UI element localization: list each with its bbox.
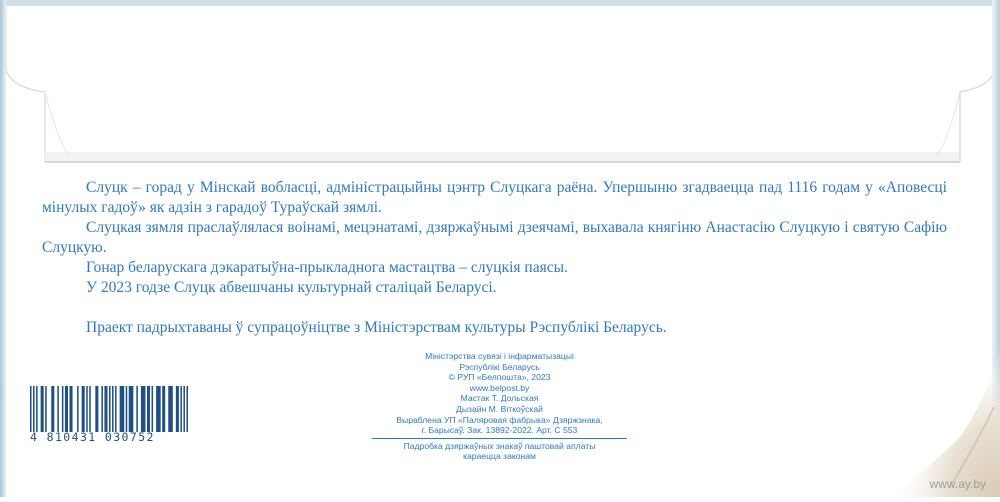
barcode-bar — [77, 386, 79, 432]
barcode-bar — [36, 386, 38, 432]
barcode-bar — [33, 386, 35, 432]
corner-illustration — [890, 347, 1000, 497]
imprint-warning: Падробка дзяржаўных знакаў паштовай аплаты — [403, 440, 596, 451]
barcode-bar — [168, 386, 173, 432]
imprint-website: www.belpost.by — [469, 382, 530, 393]
imprint-order: г. Барысаў. Зак. 13892-2022. Арт. С 553 — [421, 425, 578, 436]
barcode-bar — [180, 386, 182, 432]
envelope-flap — [0, 0, 1000, 165]
barcode-bar — [115, 386, 117, 432]
barcode-bar — [136, 386, 138, 432]
barcode-bar — [112, 386, 114, 432]
barcode-bar — [95, 386, 98, 432]
paragraph-capital: У 2023 годзе Слуцк абвешчаны культурнай сталіцай Беларусі. — [86, 279, 497, 296]
paragraph-project: Праект падрыхтаваны ў супрацоўніцтве з Міністэрствам культуры Рэспублікі Беларусь. — [86, 319, 667, 336]
barcode-bar — [89, 386, 91, 432]
barcode-bar — [65, 386, 68, 432]
barcode-bar — [45, 386, 47, 432]
paragraph-notables: Слуцкая зямля праслаўлялася воінамі, мецэнатамі, дзяржаўнымі дзеячамі, выхавала княгіню Анастасію Слуцкую і святую Сафію Слуцкую. — [42, 219, 947, 256]
barcode-bar — [41, 386, 44, 432]
left-edge-art — [0, 0, 6, 497]
imprint-law: караецца законам — [463, 451, 536, 462]
imprint-republic: Рэспублікі Беларусь — [459, 361, 540, 372]
imprint-ministry: Міністэрства сувязі і інфарматызацыі — [425, 351, 574, 361]
barcode-bar — [30, 386, 32, 432]
barcode-bar — [62, 386, 64, 432]
barcode-bar — [86, 386, 88, 432]
barcode-bar — [183, 386, 185, 432]
barcode-bar — [141, 386, 146, 432]
barcode-bars — [30, 386, 188, 432]
barcode-bar — [82, 386, 85, 432]
barcode-bar — [152, 386, 154, 432]
barcode — [30, 386, 188, 442]
watermark-text: www.ay.by — [929, 477, 986, 491]
barcode-bar — [147, 386, 150, 432]
barcode-bar — [186, 386, 188, 432]
imprint-producer: Выраблена УП «Паляровая фабрыка» Дзяржзнака, — [396, 414, 603, 425]
imprint-artist: Мастак Т. Дольская — [460, 393, 539, 404]
barcode-bar — [104, 386, 107, 432]
barcode-bar — [156, 386, 161, 432]
imprint-copyright: © РУП «Белпошта», 2023 — [448, 372, 551, 383]
barcode-bar — [109, 386, 111, 432]
barcode-number: 4 810431 030752 — [30, 430, 155, 444]
barcode-bar — [57, 386, 59, 432]
publisher-imprint — [372, 351, 627, 462]
barcode-bar — [126, 386, 128, 432]
barcode-bar — [51, 386, 54, 432]
barcode-bar — [120, 386, 125, 432]
description-text — [42, 178, 947, 338]
imprint-design: Дызайн М. Віткоўскай — [456, 403, 543, 414]
paragraph-belts: Гонар беларускага дэкаратыўна-прыкладнога мастацтва – слуцкія паясы. — [86, 259, 568, 276]
barcode-bar — [176, 386, 179, 432]
barcode-bar — [101, 386, 103, 432]
imprint-divider — [372, 438, 627, 439]
barcode-bar — [70, 386, 73, 432]
barcode-bar — [129, 386, 134, 432]
barcode-bar — [162, 386, 165, 432]
paragraph-history: Слуцк – горад у Мінскай вобласці, адміністрацыйны цэнтр Слуцкага раёна. Упершыню згадваецца пад 1116 годам у «Аповесці мінулых гадоў» як адзін з гарадоў Тураўскай зямлі. — [42, 179, 947, 216]
